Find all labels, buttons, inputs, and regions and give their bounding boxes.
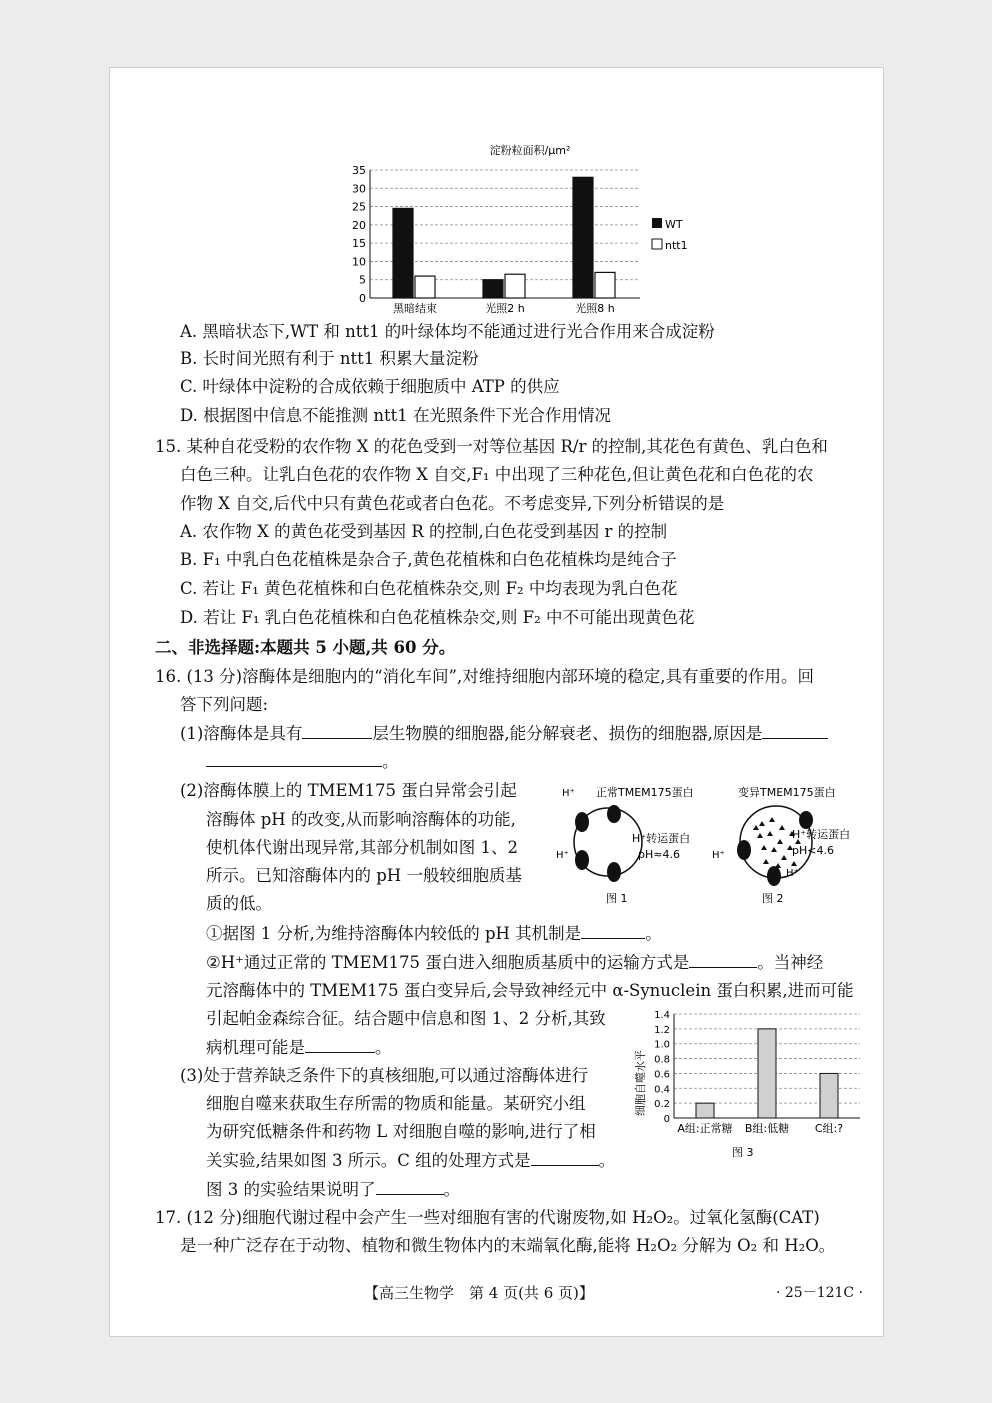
- bar-ntt1: [505, 274, 525, 298]
- chart3-caption: 图 3: [732, 1146, 754, 1159]
- y-tick-label: 15: [352, 237, 366, 251]
- bar: [696, 1103, 714, 1118]
- q16-part1-a: (1)溶酶体是具有: [180, 724, 303, 743]
- q16-sub2-line3: 引起帕金森综合征。结合题中信息和图 1、2 分析,其致: [206, 1009, 606, 1028]
- x-tick-label: C组:?: [814, 1122, 844, 1135]
- q16-stem-2: 答下列问题:: [180, 695, 269, 714]
- legend-ntt1: ntt1: [665, 239, 688, 252]
- answer-blank[interactable]: [581, 924, 645, 939]
- transport-protein: [575, 812, 589, 832]
- figure-2: [712, 785, 850, 905]
- answer-blank[interactable]: [305, 1038, 375, 1053]
- q14-option-b: B. 长时间光照有利于 ntt1 积累大量淀粉: [180, 349, 479, 368]
- y-tick-label: 5: [359, 273, 366, 287]
- q16-sub2-line2: 元溶酶体中的 TMEM175 蛋白变异后,会导致神经元中 α-Synuclein 蛋白积累,进而可能: [206, 981, 854, 1000]
- x-tick-label: 光照8 h: [575, 302, 615, 315]
- tmem175-protein: [607, 862, 621, 882]
- h-ion-triangle: [753, 825, 759, 830]
- q16-sub2-text: ②H⁺通过正常的 TMEM175 蛋白进入细胞质基质中的运输方式是: [206, 953, 690, 972]
- answer-blank[interactable]: [302, 724, 372, 739]
- transport-protein: [737, 840, 751, 860]
- answer-blank[interactable]: [376, 1180, 444, 1195]
- q14-option-a: A. 黑暗状态下,WT 和 ntt1 的叶绿体均不能通过进行光合作用来合成淀粉: [180, 322, 715, 341]
- q16-part2-line1: (2)溶酶体膜上的 TMEM175 蛋白异常会引起: [180, 781, 517, 800]
- h-ion-triangle: [769, 817, 775, 822]
- starch-area-chart: [340, 140, 710, 320]
- q16-part3-line4: [206, 1151, 615, 1171]
- fig1-caption: 图 1: [606, 892, 628, 905]
- fig1-ion: H⁺: [562, 788, 575, 799]
- q16-sub2-tail: 。当神经: [757, 953, 824, 972]
- lysosome-figures: [548, 780, 864, 910]
- period: 。: [645, 924, 662, 943]
- footer-page-info: 【高三生物学 第 4 页(共 6 页)】: [364, 1284, 594, 1302]
- y-tick-label: 0.2: [654, 1099, 670, 1111]
- y-tick-label: 35: [352, 164, 366, 177]
- bar-ntt1: [595, 272, 615, 298]
- q16-stem-1: 16. (13 分)溶酶体是细胞内的“消化车间”,对维持细胞内部环境的稳定,具有重要的作用。回: [155, 667, 814, 686]
- h-ion-triangle: [791, 861, 797, 866]
- fig2-ion: H⁺: [786, 868, 799, 879]
- q16-sub2: [206, 953, 823, 973]
- q16-sub2-end: 病机理可能是: [206, 1038, 305, 1057]
- h-ion-triangle: [759, 821, 765, 826]
- answer-blank[interactable]: [531, 1151, 599, 1166]
- y-tick-label: 30: [352, 182, 366, 196]
- period: 。: [598, 1151, 616, 1170]
- q14-option-d: D. 根据图中信息不能推测 ntt1 在光照条件下光合作用情况: [180, 406, 612, 425]
- fig1-title: 正常TMEM175蛋白: [596, 786, 694, 799]
- legend-wt: WT: [665, 218, 683, 231]
- bar-wt: [393, 208, 413, 298]
- h-ion-triangle: [761, 845, 767, 850]
- y-tick-label: 1.0: [654, 1039, 670, 1051]
- fig2-label-transporter: H⁺转运蛋白: [792, 828, 851, 841]
- footer-code: · 25－121C ·: [776, 1285, 864, 1301]
- legend-swatch-ntt1: [652, 239, 662, 249]
- bar: [758, 1029, 776, 1118]
- y-tick-label: 0: [663, 1114, 670, 1125]
- fig1-label-transporter: H⁺转运蛋白: [632, 832, 691, 845]
- q15-stem-1: 15. 某种自花受粉的农作物 X 的花色受到一对等位基因 R/r 的控制,其花色有黄色、乳白色和: [155, 437, 828, 456]
- q15-option-b: B. F₁ 中乳白色花植株是杂合子,黄色花植株和白色花植株均是纯合子: [180, 550, 677, 569]
- fig2-ion: H⁺: [712, 850, 725, 861]
- tmem175-protein: [799, 811, 813, 829]
- q16-part2-line2: 溶酶体 pH 的改变,从而影响溶酶体的功能,: [206, 810, 516, 829]
- q16-part1-cont: [206, 752, 399, 772]
- q15-option-a: A. 农作物 X 的黄色花受到基因 R 的控制,白色花受到基因 r 的控制: [180, 522, 668, 541]
- q16-part1-end: 。: [382, 752, 399, 771]
- x-tick-label: B组:低糖: [744, 1122, 790, 1135]
- h-ion-triangle: [777, 839, 783, 844]
- q17-stem-2: 是一种广泛存在于动物、植物和微生物体内的末端氧化酶,能将 H₂O₂ 分解为 O₂ 和 H₂O。: [180, 1236, 836, 1255]
- fig2-caption: 图 2: [762, 892, 784, 905]
- chart1-legend: [652, 218, 688, 252]
- q15-option-c: C. 若让 F₁ 黄色花植株和白色花植株杂交,则 F₂ 中均表现为乳白色花: [180, 579, 678, 598]
- chart1-title: 淀粉粒面积/μm²: [489, 144, 571, 157]
- q16-part2-line5: 质的低。: [206, 894, 272, 913]
- figure-1: [556, 785, 694, 905]
- h-ion-triangle: [779, 825, 785, 830]
- q15-stem-3: 作物 X 自交,后代中只有黄色花或者白色花。不考虑变异,下列分析错误的是: [180, 494, 725, 513]
- fig1-ion: H⁺: [556, 850, 569, 861]
- q16-sub1: [206, 924, 662, 944]
- h-ion-triangle: [767, 831, 773, 836]
- q16-part3-line3: 为研究低糖条件和药物 L 对细胞自噬的影响,进行了相: [206, 1122, 596, 1141]
- bar: [820, 1073, 838, 1118]
- y-tick-label: 1.4: [654, 1010, 670, 1021]
- y-tick-label: 0: [359, 292, 366, 305]
- q16-sub1-text: ①据图 1 分析,为维持溶酶体内较低的 pH 其机制是: [206, 924, 582, 943]
- h-ion-triangle: [763, 859, 769, 864]
- q16-part3-line2: 细胞自噬来获取生存所需的物质和能量。某研究小组: [206, 1094, 586, 1113]
- y-tick-label: 0.8: [654, 1054, 670, 1066]
- answer-blank[interactable]: [689, 953, 757, 968]
- q16-part3-line1: (3)处于营养缺乏条件下的真核细胞,可以通过溶酶体进行: [180, 1066, 589, 1085]
- q14-option-c: C. 叶绿体中淀粉的合成依赖于细胞质中 ATP 的供应: [180, 377, 560, 396]
- h-ion-triangle: [781, 855, 787, 860]
- bar-wt: [573, 177, 593, 298]
- chart3-ylabel: 细胞自噬水平: [634, 1050, 647, 1116]
- q16-part2-line4: 所示。已知溶酶体内的 pH 一般较细胞质基: [206, 866, 522, 885]
- y-tick-label: 10: [352, 255, 366, 269]
- y-tick-label: 0.4: [654, 1084, 670, 1096]
- q16-part3-line5: [206, 1180, 460, 1200]
- period: 。: [375, 1038, 392, 1057]
- y-tick-label: 20: [352, 218, 366, 232]
- q17-stem-1: 17. (12 分)细胞代谢过程中会产生一些对细胞有害的代谢废物,如 H₂O₂。过氧化氢酶(CAT): [155, 1208, 820, 1227]
- transport-protein: [575, 850, 589, 870]
- q15-stem-2: 白色三种。让乳白色花的农作物 X 自交,F₁ 中出现了三种花色,但让黄色花和白色花的农: [180, 465, 814, 484]
- fig2-label-ph: pH<4.6: [792, 844, 834, 857]
- q16-sub2-line4: [206, 1038, 392, 1058]
- q15-option-d: D. 若让 F₁ 乳白色花植株和白色花植株杂交,则 F₂ 中不可能出现黄色花: [180, 608, 695, 627]
- fig2-title: 变异TMEM175蛋白: [738, 786, 836, 799]
- y-tick-label: 0.6: [654, 1069, 670, 1081]
- autophagy-chart: [628, 1004, 868, 1164]
- bar-wt: [483, 280, 503, 298]
- h-ion-triangle: [757, 833, 763, 838]
- answer-blank[interactable]: [206, 752, 382, 767]
- y-tick-label: 25: [352, 200, 366, 214]
- section-heading: 二、非选择题:本题共 5 小题,共 60 分。: [155, 638, 456, 657]
- x-tick-label: 黑暗结束: [393, 302, 437, 315]
- fig1-label-ph: pH≈4.6: [638, 848, 680, 861]
- answer-blank[interactable]: [762, 724, 828, 739]
- period: 。: [443, 1180, 460, 1199]
- h-ion-dots: [753, 817, 801, 868]
- q16-part3-e: 图 3 的实验结果说明了: [206, 1180, 376, 1199]
- tmem175-protein: [607, 805, 621, 823]
- legend-swatch-wt: [652, 218, 662, 228]
- h-ion-triangle: [771, 847, 777, 852]
- tmem175-protein: [767, 866, 781, 886]
- q16-part1: [180, 724, 828, 744]
- x-tick-label: 光照2 h: [485, 302, 525, 315]
- q16-part1-b: 层生物膜的细胞器,能分解衰老、损伤的细胞器,原因是: [372, 724, 763, 743]
- y-tick-label: 1.2: [654, 1024, 670, 1036]
- x-tick-label: A组:正常糖: [677, 1122, 733, 1135]
- q16-part3-c: 关实验,结果如图 3 所示。C 组的处理方式是: [206, 1151, 531, 1170]
- bar-ntt1: [415, 276, 435, 298]
- q16-part2-line3: 使机体代谢出现异常,其部分机制如图 1、2: [206, 838, 518, 857]
